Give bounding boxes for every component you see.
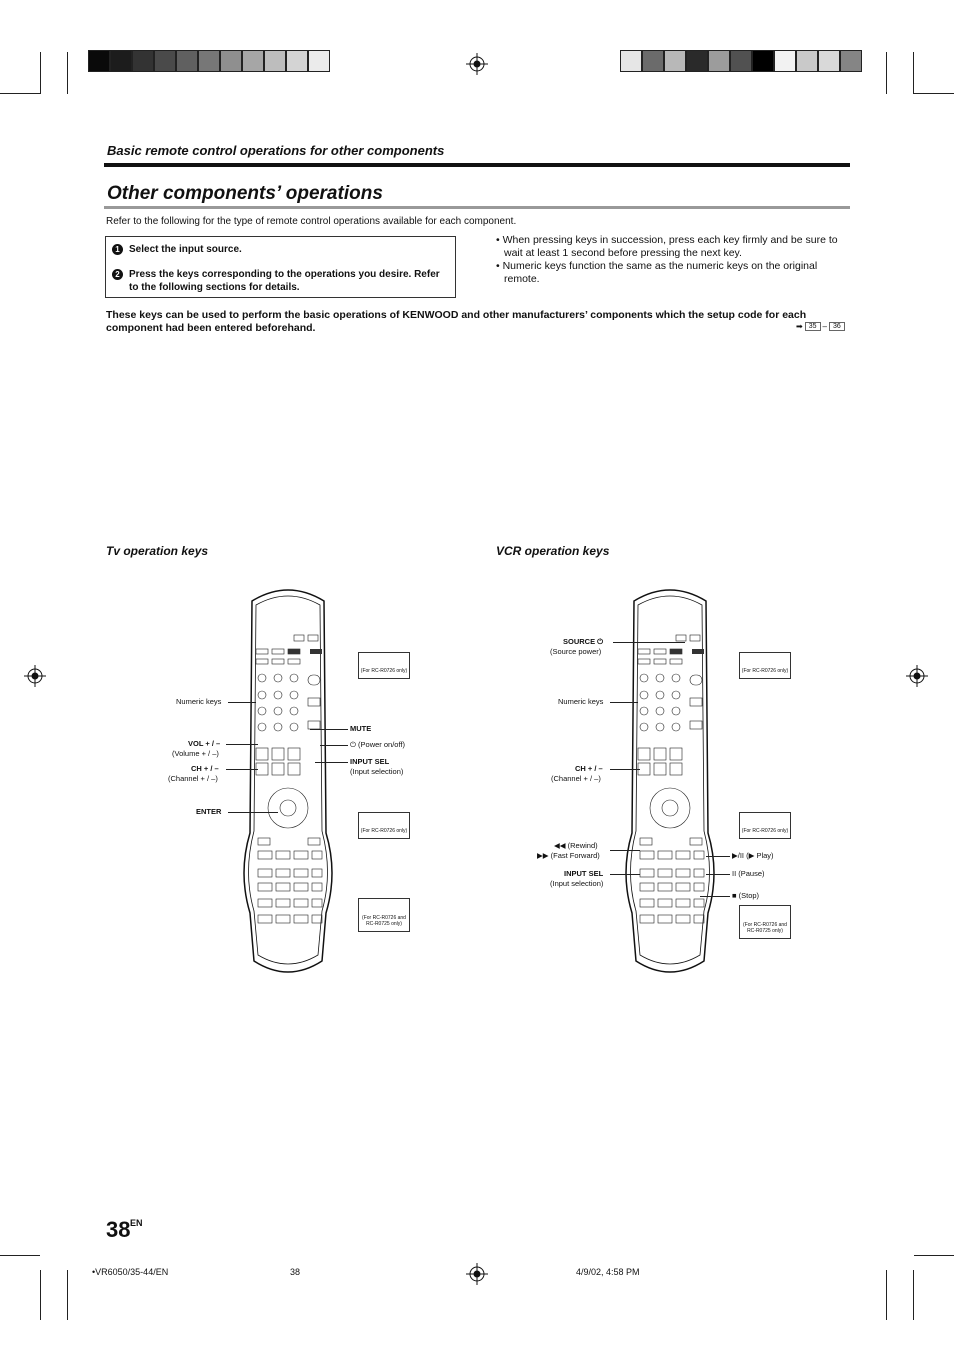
crop-mark — [40, 52, 41, 94]
step-number-icon: 2 — [112, 269, 123, 280]
leader-line — [310, 729, 348, 730]
vcr-label-source: SOURCE ⏻ — [563, 637, 604, 646]
color-swatch — [796, 50, 818, 72]
color-swatch — [88, 50, 110, 72]
color-swatch — [818, 50, 840, 72]
page-title: Other components’ operations — [107, 183, 383, 204]
color-swatch — [730, 50, 752, 72]
tv-label-input-sel-sub: (Input selection) — [350, 767, 404, 776]
color-swatch — [708, 50, 730, 72]
step-text: Press the keys corresponding to the operations you desire. Refer to the following sections for details. — [129, 269, 440, 293]
tv-label-vol-sub: (Volume + / –) — [172, 749, 219, 758]
page-language: EN — [130, 1218, 143, 1228]
vcr-callout-1: (For RC-R0726 only) — [739, 652, 791, 679]
note-item: • When pressing keys in succession, press each key firmly and be sure to wait at least 1 second before pressing the next key. — [496, 234, 838, 259]
vcr-label-ch-sub: (Channel + / –) — [551, 774, 601, 783]
crop-mark — [67, 1270, 68, 1320]
page-ref: 35 — [805, 322, 821, 331]
vcr-callout-3: (For RC-R0726 and RC-R0725 only) — [739, 905, 791, 939]
footer-date: 4/9/02, 4:58 PM — [576, 1267, 640, 1277]
crop-mark — [40, 1270, 41, 1320]
color-swatch — [308, 50, 330, 72]
vcr-label-stop: ■ (Stop) — [732, 891, 760, 900]
section-title: Basic remote control operations for other components — [107, 143, 445, 158]
color-swatch — [154, 50, 176, 72]
crop-mark — [914, 93, 954, 94]
leader-line — [700, 896, 730, 897]
tv-label-ch: CH + / – — [191, 764, 219, 773]
crop-mark — [0, 1255, 40, 1256]
vcr-label-input-sel: INPUT SEL — [564, 869, 604, 878]
tv-label-power: ⏻ (Power on/off) — [350, 740, 405, 749]
leader-line — [610, 850, 640, 851]
tv-label-mute: MUTE — [350, 724, 372, 733]
step-1 — [112, 243, 242, 256]
color-swatch — [220, 50, 242, 72]
vcr-label-source-sub: (Source power) — [550, 647, 602, 656]
color-swatch — [774, 50, 796, 72]
page-number: 38 — [106, 1217, 131, 1242]
color-swatch — [664, 50, 686, 72]
color-swatch — [286, 50, 308, 72]
steps-box — [105, 236, 456, 298]
leader-line — [320, 745, 348, 746]
tv-section-title: Tv operation keys — [106, 544, 209, 558]
leader-line — [610, 702, 638, 703]
vcr-label-rewind: ◀◀ (Rewind) — [554, 841, 598, 850]
leader-line — [706, 856, 730, 857]
leader-line — [228, 812, 278, 813]
color-swatch — [242, 50, 264, 72]
leader-line — [315, 762, 348, 763]
vcr-label-ffwd: ▶▶ (Fast Forward) — [537, 851, 600, 860]
crop-mark — [913, 52, 914, 94]
crop-mark — [913, 1270, 914, 1320]
leader-line — [226, 769, 258, 770]
step-number-icon: 1 — [112, 244, 123, 255]
footer-file: •VR6050/35-44/EN — [92, 1267, 169, 1277]
color-swatch — [840, 50, 862, 72]
registration-mark-icon — [906, 665, 928, 687]
crop-mark — [0, 93, 40, 94]
tv-callout-2: (For RC-R0726 only) — [358, 812, 410, 839]
page-ref: 36 — [829, 322, 845, 331]
color-swatch — [686, 50, 708, 72]
vcr-label-pause: II (Pause) — [732, 869, 765, 878]
leader-line — [613, 642, 685, 643]
registration-mark-icon — [466, 1263, 488, 1285]
title-rule — [104, 206, 850, 209]
tv-label-vol: VOL + / – — [188, 739, 221, 748]
tv-callout-1: (For RC-R0726 only) — [358, 652, 410, 679]
intro-text: Refer to the following for the type of remote control operations available for each component. — [106, 216, 517, 227]
tv-remote-illustration — [238, 583, 338, 976]
color-swatch — [752, 50, 774, 72]
registration-mark-icon — [466, 53, 488, 75]
crop-mark — [914, 1255, 954, 1256]
color-swatch — [132, 50, 154, 72]
tv-label-numeric: Numeric keys — [176, 697, 222, 706]
leader-line — [610, 769, 640, 770]
tv-label-enter: ENTER — [196, 807, 222, 816]
tv-callout-3: (For RC-R0726 and RC-R0725 only) — [358, 898, 410, 932]
color-swatch — [198, 50, 220, 72]
notes — [496, 234, 850, 286]
leader-line — [706, 874, 730, 875]
crop-mark — [886, 1270, 887, 1320]
registration-mark-icon — [24, 665, 46, 687]
crop-mark — [886, 52, 887, 94]
vcr-label-input-sel-sub: (Input selection) — [550, 879, 604, 888]
color-swatch — [264, 50, 286, 72]
crop-mark — [67, 52, 68, 94]
color-swatch — [620, 50, 642, 72]
color-swatch — [176, 50, 198, 72]
vcr-label-play: ▶/II (▶ Play) — [732, 851, 774, 860]
leader-line — [226, 744, 258, 745]
note-item: • Numeric keys function the same as the numeric keys on the original remote. — [496, 260, 818, 285]
vcr-label-numeric: Numeric keys — [558, 697, 604, 706]
vcr-section-title: VCR operation keys — [496, 544, 610, 558]
color-bar-left — [88, 50, 330, 72]
color-bar-right — [620, 50, 862, 72]
color-swatch — [110, 50, 132, 72]
leader-line — [228, 702, 256, 703]
step-2 — [112, 268, 448, 294]
section-rule — [104, 163, 850, 167]
leader-line — [610, 874, 640, 875]
color-swatch — [642, 50, 664, 72]
vcr-callout-2: (For RC-R0726 only) — [739, 812, 791, 839]
keys-description: These keys can be used to perform the basic operations of KENWOOD and other manufacturers’ components which the setup code for each component had been entered beforehand. — [106, 309, 807, 334]
page-references: ➡ 35 – 36 — [796, 322, 845, 331]
tv-label-input-sel: INPUT SEL — [350, 757, 390, 766]
footer-page: 38 — [290, 1267, 301, 1277]
step-text: Select the input source. — [129, 244, 242, 255]
tv-label-ch-sub: (Channel + / –) — [168, 774, 218, 783]
vcr-label-ch: CH + / – — [575, 764, 603, 773]
